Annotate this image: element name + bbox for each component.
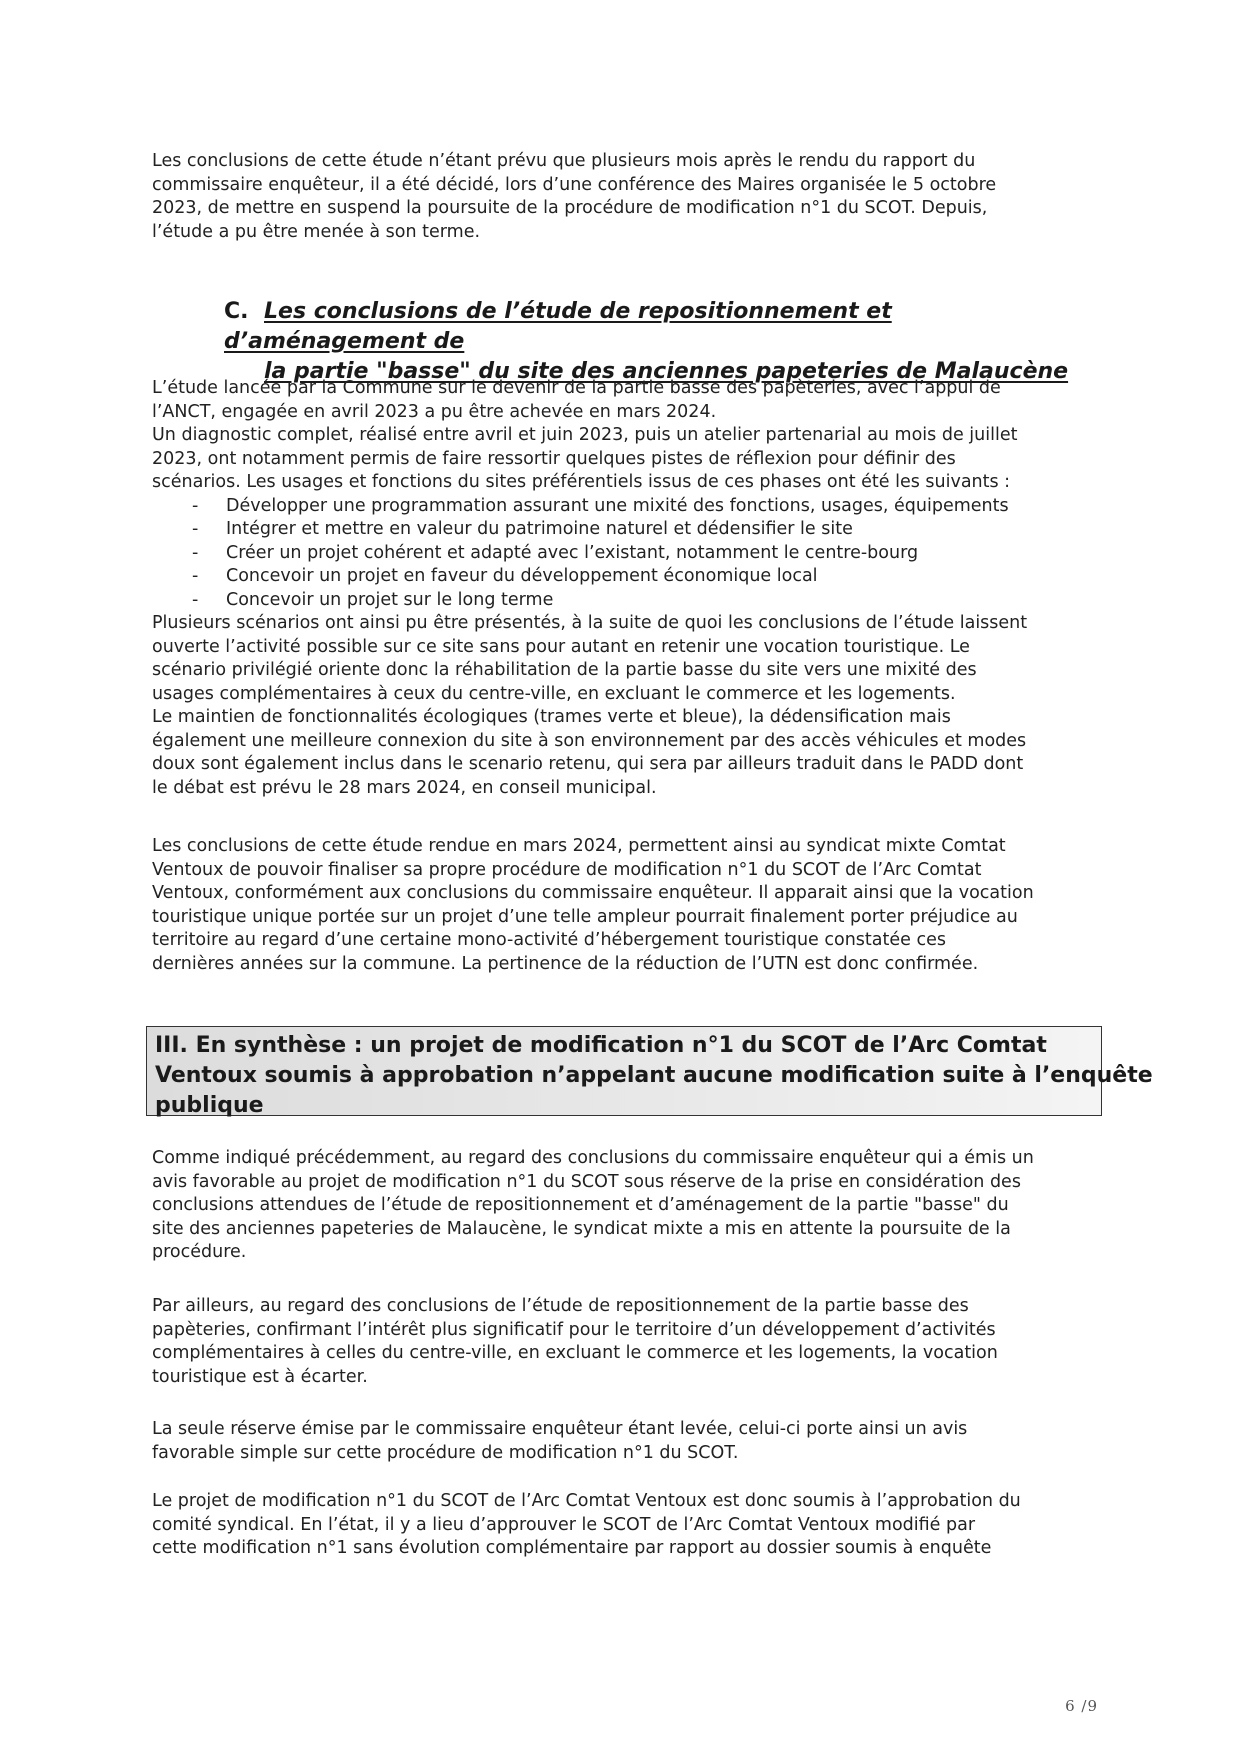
text-line: L’étude lancée par la Commune sur le devenir de la partie basse des papèteries, avec l’appui de: [152, 378, 1001, 398]
text-line: 2023, ont notamment permis de faire ressortir quelques pistes de réflexion pour définir des: [152, 448, 956, 469]
text-line: avis favorable au projet de modification n°1 du SCOT sous réserve de la prise en considération des: [152, 1171, 1021, 1192]
section-c-paragraph-3: [152, 835, 1094, 976]
text-line: scénarios. Les usages et fonctions du sites préférentiels issus de ces phases ont été les suivants :: [152, 472, 1011, 492]
text-line: touristique unique portée sur un projet d’une telle ampleur pourrait finalement porter préjudice au: [152, 906, 1018, 927]
text-line: Par ailleurs, au regard des conclusions de l’étude de repositionnement de la partie basse des: [152, 1296, 969, 1316]
section-heading-line: III. En synthèse : un projet de modification n°1 du SCOT de l’Arc Comtat: [155, 1033, 1047, 1058]
text-line: papèteries, confirmant l’intérêt plus significatif pour le territoire d’un développement d’activités: [152, 1319, 996, 1340]
text-line: Le projet de modification n°1 du SCOT de l’Arc Comtat Ventoux est donc soumis à l’approbation du: [152, 1491, 1021, 1511]
text-line: le débat est prévu le 28 mars 2024, en conseil municipal.: [152, 777, 657, 798]
text-line: 2023, de mettre en suspend la poursuite de la procédure de modification n°1 du SCOT. Depuis,: [152, 198, 988, 218]
text-line: Les conclusions de cette étude rendue en mars 2024, permettent ainsi au syndicat mixte Comtat: [152, 836, 1006, 856]
list-item: - Développer une programmation assurant une mixité des fonctions, usages, équipements: [152, 495, 1094, 519]
section-iii-paragraph-3: [152, 1418, 1094, 1465]
text-line: dernières années sur la commune. La pertinence de la réduction de l’UTN est donc confirmée.: [152, 953, 979, 974]
section-title-line: Les conclusions de l’étude de repositionnement et d’aménagement de: [224, 299, 892, 354]
text-line: Les conclusions de cette étude n’étant prévu que plusieurs mois après le rendu du rapport du: [152, 151, 976, 171]
section-c-heading: [224, 297, 1094, 387]
text-line: conclusions attendues de l’étude de repositionnement et d’aménagement de la partie "basse" du: [152, 1195, 1009, 1215]
list-item: - Concevoir un projet en faveur du développement économique local: [152, 565, 1094, 589]
text-line: doux sont également inclus dans le scenario retenu, qui sera par ailleurs traduit dans le PADD dont: [152, 754, 1024, 774]
section-title-line: la partie "basse" du site des anciennes papeteries de Malaucène: [264, 359, 1069, 384]
text-line: Ventoux, conformément aux conclusions du commissaire enquêteur. Il apparait ainsi que la vocation: [152, 883, 1034, 903]
section-iii-paragraph-2: [152, 1295, 1094, 1389]
section-iii-heading-box: [146, 1026, 1153, 1118]
section-heading-line: publique: [155, 1093, 264, 1118]
text-line: également une meilleure connexion du site à son environnement par des accès véhicules et modes: [152, 730, 1027, 751]
text-line: l’ANCT, engagée en avril 2023 a pu être achevée en mars 2024.: [152, 401, 717, 422]
intro-paragraph: [152, 150, 1094, 244]
text-line: Un diagnostic complet, réalisé entre avril et juin 2023, puis un atelier partenarial au mois de juillet: [152, 425, 1018, 445]
section-iii-paragraph-1: [152, 1147, 1094, 1265]
text-line: La seule réserve émise par le commissaire enquêteur étant levée, celui-ci porte ainsi un avis: [152, 1419, 968, 1439]
bullet-list: [152, 495, 1094, 613]
text-line: comité syndical. En l’état, il y a lieu d’approuver le SCOT de l’Arc Comtat Ventoux modifié par: [152, 1514, 976, 1535]
text-line: complémentaires à celles du centre-ville, en excluant le commerce et les logements, la vocation: [152, 1343, 998, 1363]
list-item: - Créer un projet cohérent et adapté avec l’existant, notamment le centre-bourg: [152, 542, 1094, 566]
section-iii-paragraph-4: [152, 1490, 1094, 1561]
text-line: procédure.: [152, 1242, 247, 1262]
text-line: site des anciennes papeteries de Malaucène, le syndicat mixte a mis en attente la poursuite de la: [152, 1218, 1011, 1239]
text-line: ouverte l’activité possible sur ce site sans pour autant en retenir une vocation touristique. Le: [152, 636, 970, 657]
text-line: Ventoux de pouvoir finaliser sa propre procédure de modification n°1 du SCOT de l’Arc Comtat: [152, 859, 982, 880]
text-line: favorable simple sur cette procédure de modification n°1 du SCOT.: [152, 1442, 739, 1463]
page-number: 6 /9: [1065, 1697, 1098, 1715]
text-line: touristique est à écarter.: [152, 1366, 368, 1387]
text-line: usages complémentaires à ceux du centre-ville, en excluant le commerce et les logements.: [152, 683, 956, 704]
text-line: cette modification n°1 sans évolution complémentaire par rapport au dossier soumis à enquête: [152, 1538, 992, 1558]
text-line: scénario privilégié oriente donc la réhabilitation de la partie basse du site vers une mixité des: [152, 660, 977, 680]
section-c-paragraph-1: [152, 377, 1094, 800]
text-line: Comme indiqué précédemment, au regard des conclusions du commissaire enquêteur qui a émis un: [152, 1148, 1034, 1168]
text-line: l’étude a pu être menée à son terme.: [152, 221, 481, 242]
text-line: territoire au regard d’une certaine mono-activité d’hébergement touristique constatée ces: [152, 930, 946, 950]
text-line: commissaire enquêteur, il a été décidé, lors d’une conférence des Maires organisée le 5 octobre: [152, 174, 997, 195]
text-line: Plusieurs scénarios ont ainsi pu être présentés, à la suite de quoi les conclusions de l’étude laissent: [152, 613, 1028, 633]
list-item: - Intégrer et mettre en valeur du patrimoine naturel et dédensifier le site: [152, 518, 1094, 542]
section-heading-line: Ventoux soumis à approbation n’appelant aucune modification suite à l’enquête: [155, 1063, 1153, 1088]
list-item: - Concevoir un projet sur le long terme: [152, 589, 1094, 613]
text-line: Le maintien de fonctionnalités écologiques (trames verte et bleue), la dédensification mais: [152, 707, 951, 727]
section-letter: C.: [224, 299, 249, 324]
